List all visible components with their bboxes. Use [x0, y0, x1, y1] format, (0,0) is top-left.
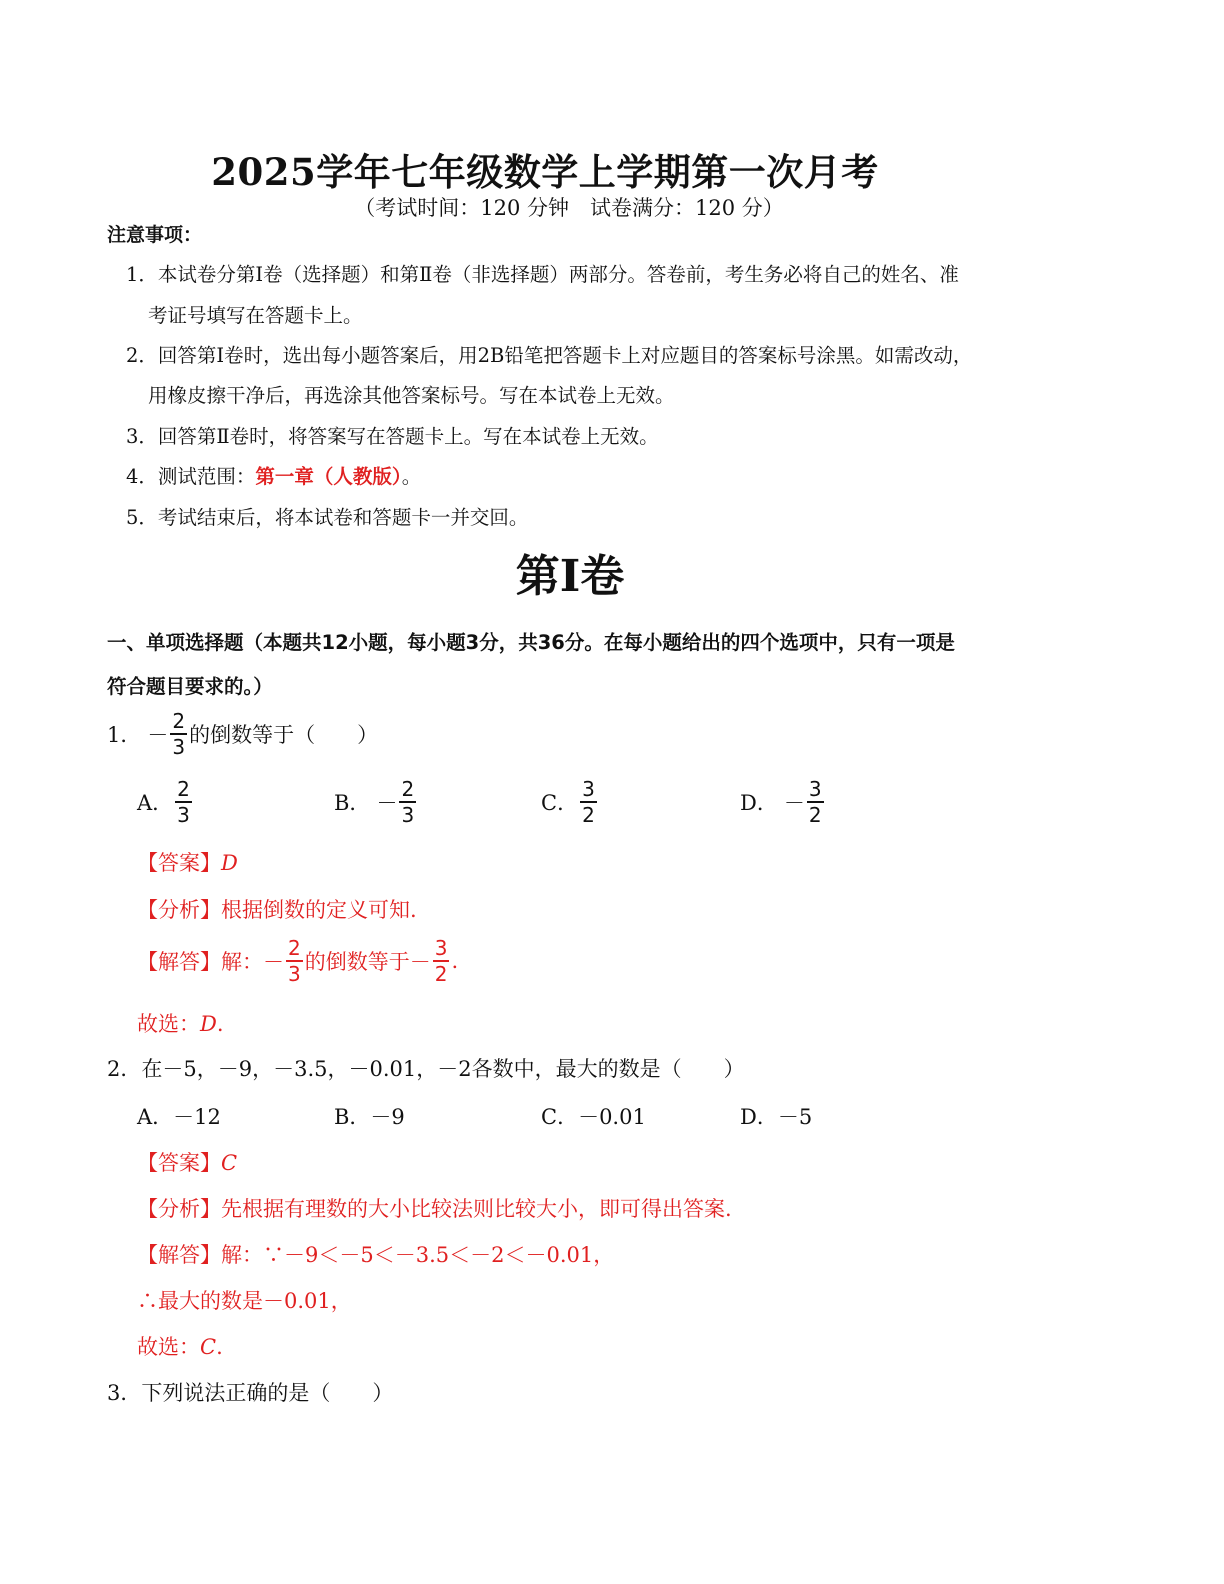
denominator: 3	[172, 734, 186, 759]
minus-sign: －	[783, 790, 805, 815]
numerator: 3	[808, 777, 822, 801]
question-2-choice	[137, 1331, 223, 1361]
choice-prefix: 故选：	[137, 1335, 200, 1359]
denominator: 2	[434, 961, 448, 986]
fraction	[175, 778, 192, 826]
notice-item-1-line-1: 1．本试卷分第Ⅰ卷（选择题）和第Ⅱ卷（非选择题）两部分。答卷前，考生务必将自己的姓名、准	[126, 263, 959, 286]
question-1-choice	[137, 1008, 224, 1038]
choice-end: .	[216, 1012, 224, 1036]
solution-label: 【解答】	[137, 949, 221, 974]
solution-text: 解：∵－9＜－5＜－3.5＜－2＜－0.01，	[221, 1243, 615, 1267]
minus-sign: －	[147, 722, 169, 747]
notice-item-2-line-2: 用橡皮擦干净后，再选涂其他答案标号。写在本试卷上无效。	[148, 384, 675, 407]
question-2-stem: 2．在－5，－9，－3.5，－0.01，－2各数中，最大的数是（ ）	[107, 1057, 745, 1081]
choice-value: C	[200, 1335, 217, 1359]
question-1-stem	[107, 710, 378, 758]
question-3-stem: 3．下列说法正确的是（ ）	[107, 1381, 394, 1405]
solution-prefix: 解：－	[221, 949, 284, 974]
fraction	[433, 937, 450, 985]
question-text: 的倒数等于（ ）	[189, 722, 379, 747]
solution-end: .	[451, 948, 459, 973]
option-c	[541, 778, 599, 826]
notice-item-4-suffix: 。	[401, 465, 422, 488]
fraction	[807, 778, 824, 826]
question-number: 1．	[107, 722, 142, 747]
question-2-therefore: ∴最大的数是－0.01，	[137, 1289, 352, 1313]
notice-heading: 注意事项：	[107, 224, 203, 246]
option-label: C．	[541, 790, 579, 815]
denominator: 2	[582, 802, 595, 827]
choice-end: .	[216, 1335, 223, 1359]
numerator: 3	[434, 936, 448, 960]
notice-item-4-prefix: 4．测试范围：	[126, 465, 256, 488]
option-c: C．－0.01	[541, 1105, 646, 1129]
option-label: B．	[334, 790, 371, 815]
option-b	[334, 778, 418, 826]
fraction	[399, 778, 416, 826]
question-1-solution	[137, 937, 458, 985]
section-heading-line-1: 一、单项选择题（本题共12小题，每小题3分，共36分。在每小题给出的四个选项中，只有一项是	[107, 631, 955, 654]
option-a: A．－12	[137, 1105, 221, 1129]
question-2-answer	[137, 1147, 237, 1177]
answer-value: D	[221, 851, 238, 875]
choice-prefix: 故选：	[137, 1012, 200, 1036]
analysis-text: 根据倒数的定义可知.	[221, 898, 417, 922]
numerator: 2	[401, 777, 415, 801]
fraction	[286, 937, 303, 985]
numerator: 2	[288, 936, 301, 960]
option-d	[740, 778, 826, 826]
document-title: 2025学年七年级数学上学期第一次月考	[211, 150, 879, 194]
test-scope: 第一章（人教版）	[255, 465, 402, 488]
solution-label: 【解答】	[137, 1243, 221, 1267]
notice-item-5: 5．考试结束后，将本试卷和答题卡一并交回。	[126, 506, 529, 529]
exam-info-subtitle: （考试时间：120 分钟 试卷满分：120 分）	[354, 196, 784, 220]
question-2-analysis	[137, 1193, 732, 1223]
option-b: B．－9	[334, 1105, 405, 1129]
fraction	[580, 778, 597, 826]
analysis-label: 【分析】	[137, 1197, 221, 1221]
denominator: 3	[288, 961, 301, 986]
option-label: D．	[740, 790, 778, 815]
section-heading-line-2: 符合题目要求的。）	[107, 675, 273, 698]
question-1-analysis	[137, 894, 417, 924]
notice-item-3: 3．回答第Ⅱ卷时，将答案写在答题卡上。写在本试卷上无效。	[126, 425, 659, 448]
numerator: 2	[177, 777, 190, 801]
option-d: D．－5	[740, 1105, 813, 1129]
analysis-label: 【分析】	[137, 898, 221, 922]
denominator: 2	[808, 802, 822, 827]
question-1-answer	[137, 847, 238, 877]
part-title: 第Ⅰ卷	[515, 551, 625, 602]
question-2-solution	[137, 1239, 614, 1269]
notice-item-4	[126, 461, 421, 489]
answer-label: 【答案】	[137, 1151, 221, 1175]
answer-value: C	[221, 1151, 238, 1175]
notice-item-1-line-2: 考证号填写在答题卡上。	[148, 304, 363, 327]
choice-value: D	[200, 1012, 217, 1036]
analysis-text: 先根据有理数的大小比较法则比较大小，即可得出答案.	[221, 1197, 732, 1221]
minus-sign: －	[376, 790, 398, 815]
answer-label: 【答案】	[137, 851, 221, 875]
option-a	[137, 778, 194, 826]
denominator: 3	[401, 802, 415, 827]
solution-mid: 的倒数等于－	[304, 949, 431, 974]
option-label: A．	[137, 790, 174, 815]
notice-item-2-line-1: 2．回答第Ⅰ卷时，选出每小题答案后，用2B铅笔把答题卡上对应题目的答案标号涂黑。如需改动，	[126, 344, 973, 367]
fraction	[170, 710, 187, 758]
denominator: 3	[177, 802, 190, 827]
numerator: 2	[172, 709, 186, 733]
numerator: 3	[582, 777, 595, 801]
